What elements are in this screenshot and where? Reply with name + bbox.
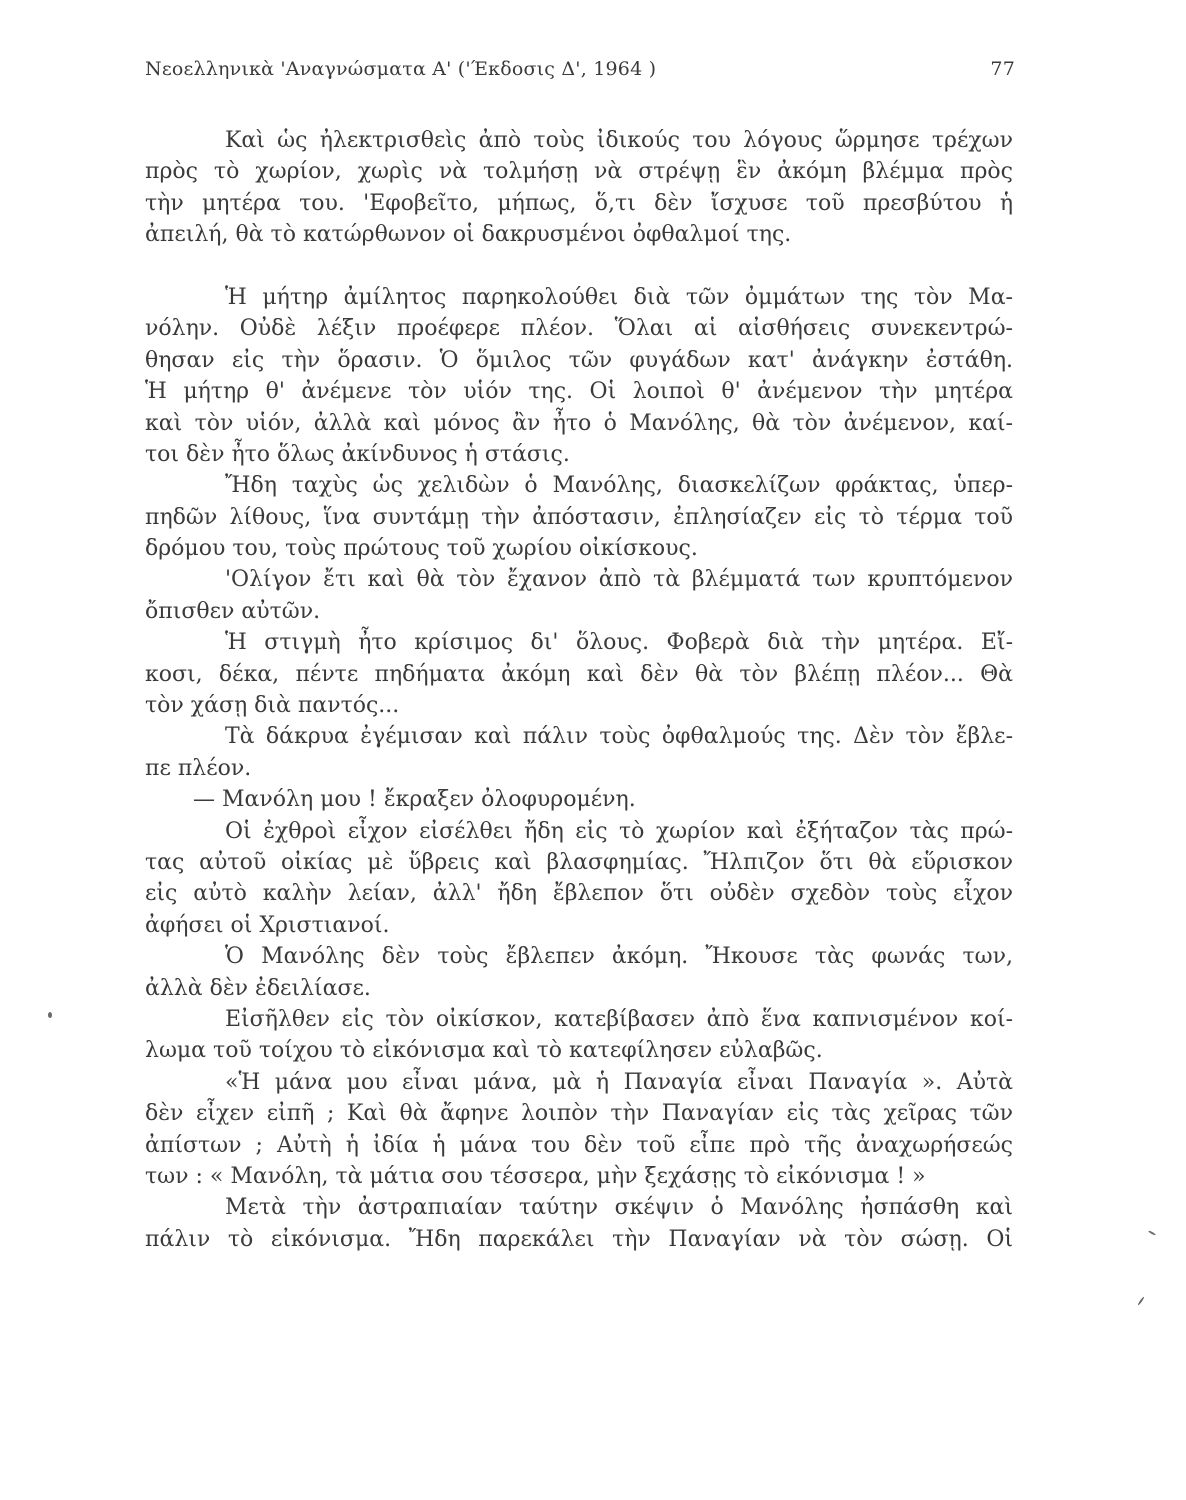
text-line: τας αὐτοῦ οἰκίας μὲ ὕβρεις καὶ βλασφημίας. Ἤλπιζον ὅτι θὰ εὕρισκον — [145, 849, 1013, 875]
scan-speck — [48, 1012, 52, 1018]
text-line: Ἡ στιγμὴ ἦτο κρίσιμος δι' ὅλους. Φοβερὰ διὰ τὴν μητέρα. Εἴ- — [225, 630, 1013, 656]
text-line: Μετὰ τὴν ἀστραπιαίαν ταύτην σκέψιν ὁ Μανόλης ἠσπάσθη καὶ — [225, 1195, 1013, 1221]
text-line: δρόμου του, τοὺς πρώτους τοῦ χωρίου οἰκίσκους. — [145, 536, 698, 562]
text-line: «Ἡ μάνα μου εἶναι μάνα, μὰ ἡ Παναγία εἶναι Παναγία ». Αὐτὰ — [225, 1069, 1013, 1095]
paragraph — [145, 941, 1013, 1004]
paragraph — [145, 1004, 1013, 1067]
text-line: ἀφήσει οἱ Χριστιανοί. — [145, 912, 390, 938]
text-line: λωμα τοῦ τοίχου τὸ εἰκόνισμα καὶ τὸ κατεφίλησεν εὐλαβῶς. — [145, 1038, 823, 1064]
scan-speck — [1137, 1296, 1144, 1305]
text-line: ἀλλὰ δὲν ἐδειλίασε. — [145, 975, 371, 1001]
running-title: Νεοελληνικὰ 'Αναγνώσματα Α' ('Έκδοσις Δ', 1964 ) — [145, 58, 657, 80]
paragraph — [145, 816, 1013, 942]
scan-speck — [1148, 1230, 1156, 1236]
text-line: ὄπισθεν αὐτῶν. — [145, 598, 321, 624]
text-line: των : « Μανόλη, τὰ μάτια σου τέσσερα, μὴν ξεχάσῃς τὸ εἰκόνισμα ! » — [145, 1163, 926, 1189]
text-line: Ὁ Μανόλης δὲν τοὺς ἔβλεπεν ἀκόμη. Ἤκουσε τὰς φωνάς των, — [225, 944, 1013, 970]
text-line: 'Ολίγον ἔτι καὶ θὰ τὸν ἔχανον ἀπὸ τὰ βλέμματά των κρυπτόμενον — [225, 567, 1013, 593]
text-line: τοι δὲν ἦτο ὅλως ἀκίνδυνος ἡ στάσις. — [145, 441, 570, 467]
paragraph — [145, 1192, 1013, 1255]
text-line: ἀπειλή, θὰ τὸ κατώρθωνον οἱ δακρυσμένοι ὀφθαλμοί της. — [145, 222, 792, 248]
text-line: θησαν εἰς τὴν ὅρασιν. Ὁ ὅμιλος τῶν φυγάδων κατ' ἀνάγκην ἐστάθη. — [145, 347, 1013, 373]
paragraph-gap — [145, 251, 1013, 282]
paragraph — [145, 721, 1013, 784]
text-line: πε πλέον. — [145, 755, 252, 781]
text-line: Ἡ μήτηρ ἀμίλητος παρηκολούθει διὰ τῶν ὀμμάτων της τὸν Μα- — [225, 284, 1013, 310]
running-header — [145, 58, 1015, 90]
text-line: πηδῶν λίθους, ἵνα συντάμῃ τὴν ἀπόστασιν, ἐπλησίαζεν εἰς τὸ τέρμα τοῦ — [145, 504, 1013, 530]
page-number: 77 — [990, 58, 1015, 80]
paragraph — [145, 564, 1013, 627]
text-line: νόλην. Οὐδὲ λέξιν προέφερε πλέον. Ὅλαι αἱ αἰσθήσεις συνεκεντρώ- — [145, 316, 1013, 342]
text-line: εἰς αὐτὸ καλὴν λείαν, ἀλλ' ἤδη ἔβλεπον ὅτι οὐδὲν σχεδὸν τοὺς εἶχον — [145, 881, 1013, 907]
paragraph — [145, 282, 1013, 470]
text-line: τὴν μητέρα του. 'Εφοβεῖτο, μήπως, ὅ,τι δὲν ἴσχυσε τοῦ πρεσβύτου ἡ — [145, 190, 1013, 216]
paragraph — [145, 470, 1013, 564]
paragraph — [145, 125, 1013, 251]
body-text — [145, 125, 1013, 1255]
text-line: δὲν εἶχεν εἰπῆ ; Καὶ θὰ ἄφηνε λοιπὸν τὴν Παναγίαν εἰς τὰς χεῖρας τῶν — [145, 1101, 1013, 1127]
text-line: Εἰσῆλθεν εἰς τὸν οἰκίσκον, κατεβίβασεν ἀπὸ ἕνα καπνισμένον κοί- — [225, 1006, 1013, 1032]
text-line: καὶ τὸν υἱόν, ἀλλὰ καὶ μόνος ἂν ἦτο ὁ Μανόλης, θὰ τὸν ἀνέμενον, καί- — [145, 410, 1013, 436]
text-line: κοσι, δέκα, πέντε πηδήματα ἀκόμη καὶ δὲν θὰ τὸν βλέπῃ πλέον... Θὰ — [145, 661, 1013, 687]
text-line: Οἱ ἐχθροὶ εἶχον εἰσέλθει ἤδη εἰς τὸ χωρίον καὶ ἐξήταζον τὰς πρώ- — [225, 818, 1013, 844]
text-line: Καὶ ὡς ἠλεκτρισθεὶς ἀπὸ τοὺς ἰδικούς του λόγους ὥρμησε τρέχων — [225, 128, 1013, 153]
text-line: τὸν χάσῃ διὰ παντός... — [145, 693, 400, 719]
text-line: πρὸς τὸ χωρίον, χωρὶς νὰ τολμήσῃ νὰ στρέψῃ ἓν ἀκόμη βλέμμα πρὸς — [145, 159, 1013, 185]
text-line: Ἤδη ταχὺς ὡς χελιδὼν ὁ Μανόλης, διασκελίζων φράκτας, ὑπερ- — [225, 473, 1013, 499]
text-line: πάλιν τὸ εἰκόνισμα. Ἤδη παρεκάλει τὴν Παναγίαν νὰ τὸν σώσῃ. Οἱ — [145, 1226, 1013, 1252]
text-line: ἀπίστων ; Αὐτὴ ἡ ἰδία ἡ μάνα του δὲν τοῦ εἶπε πρὸ τῆς ἀναχωρήσεώς — [145, 1132, 1013, 1158]
text-line: Ἡ μήτηρ θ' ἀνέμενε τὸν υἱόν της. Οἱ λοιποὶ θ' ἀνέμενον τὴν μητέρα — [145, 379, 1013, 405]
paragraph — [145, 784, 1013, 815]
text-line: Τὰ δάκρυα ἐγέμισαν καὶ πάλιν τοὺς ὀφθαλμούς της. Δὲν τὸν ἔβλε- — [225, 724, 1013, 750]
paragraph — [145, 1067, 1013, 1193]
text-line: — Μανόλη μου ! ἔκραξεν ὀλοφυρομένη. — [193, 787, 636, 813]
paragraph — [145, 627, 1013, 721]
